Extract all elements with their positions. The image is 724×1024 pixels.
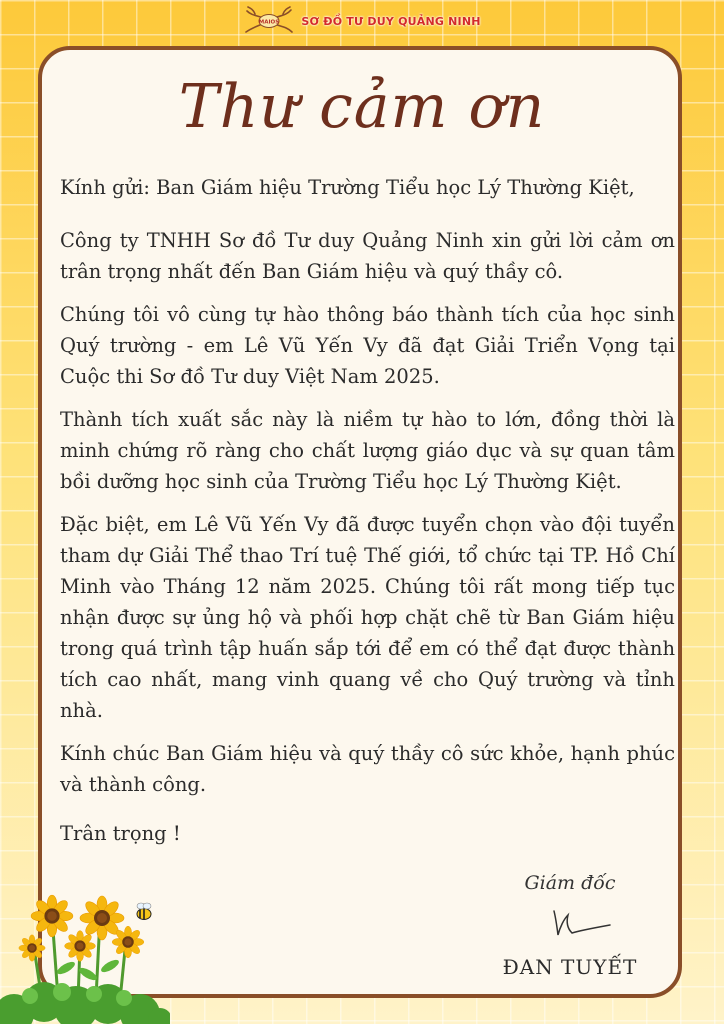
paragraph: Chúng tôi vô cùng tự hào thông báo thành tích của học sinh Quý trường - em Lê Vũ Yến Vy đã đạt Giải Triển Vọng tại Cuộc thi Sơ đồ Tư duy Việt Nam 2025. [60,303,675,388]
greeting: Kính gửi: Ban Giám hiệu Trường Tiểu học Lý Thường Kiệt, [60,176,635,199]
brand-logo-label: MAIOS [259,19,280,26]
sunflower-decoration [0,888,170,1024]
signature-mark [548,905,618,941]
paragraph: Công ty TNHH Sơ đồ Tư duy Quảng Ninh xin gửi lời cảm ơn trân trọng nhất đến Ban Giám hiệu và quý thầy cô. [60,229,675,283]
letter-title: Thư cảm ơn [178,72,546,142]
paragraph: Thành tích xuất sắc này là niềm tự hào to lớn, đồng thời là minh chứng rõ ràng cho chất lượng giáo dục và sự quan tâm bồi dưỡng học sinh của Trường Tiểu học Lý Thường Kiệt. [60,408,675,493]
closing: Trân trọng ! [60,822,181,845]
paragraph: Đặc biệt, em Lê Vũ Yến Vy đã được tuyển chọn vào đội tuyển tham dự Giải Thể thao Trí tuệ Thế giới, tổ chức tại TP. Hồ Chí Minh vào Tháng 12 năm 2025. Chúng tôi rất mong tiếp tục nhận được sự ủng hộ và phối hợp chặt chẽ từ Ban Giám hiệu trong quá trình tập huấn sắp tới để em có thể đạt được thành tích cao nhất, mang vinh quang về cho Quý trường và tỉnh nhà. [60,513,675,722]
brand-logo-icon [243,5,295,37]
signer-role: Giám đốc [524,872,616,894]
letter-body [60,172,675,861]
signer-name: ĐAN TUYẾT [502,955,638,979]
paragraph: Kính chúc Ban Giám hiệu và quý thầy cô sức khỏe, hạnh phúc và thành công. [60,742,675,796]
brand-name: SƠ ĐỒ TƯ DUY QUẢNG NINH [301,14,481,28]
brand-header [0,4,724,38]
